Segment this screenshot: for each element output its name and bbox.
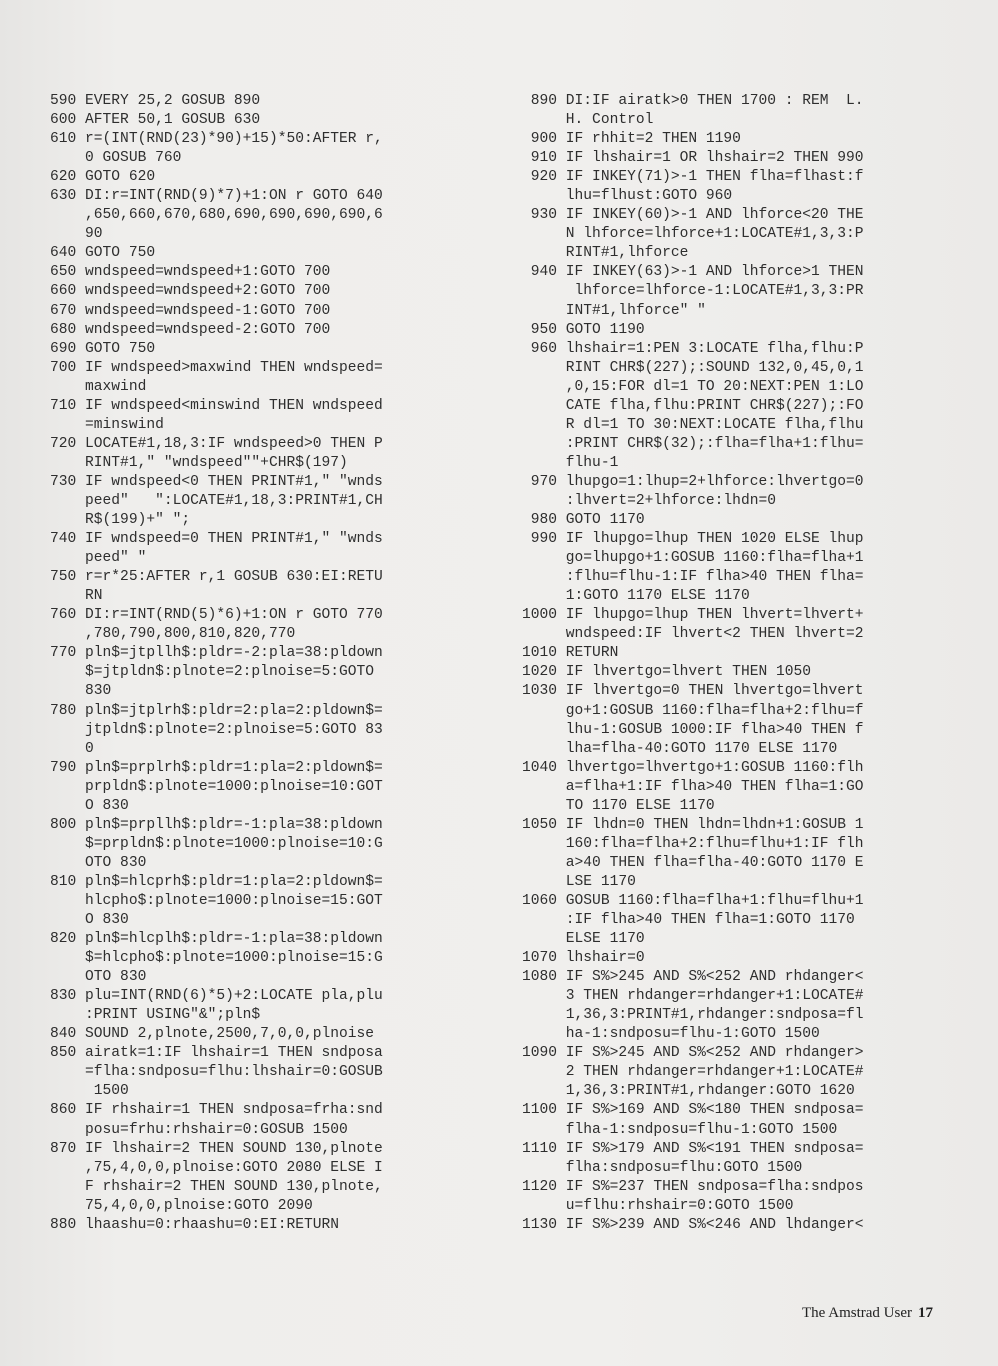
code-line: CATE flha,flhu:PRINT CHR$(227);:FO xyxy=(522,397,864,414)
code-line: RINT CHR$(227);:SOUND 132,0,45,0,1 xyxy=(522,359,864,376)
code-line: 860 IF rhshair=1 THEN sndposa=frha:snd xyxy=(50,1102,383,1119)
code-line: peed" ":LOCATE#1,18,3:PRINT#1,CH xyxy=(50,492,383,509)
code-line: N lhforce=lhforce+1:LOCATE#1,3,3:P xyxy=(522,226,864,243)
code-line: 700 IF wndspeed>maxwind THEN wndspeed= xyxy=(50,359,383,376)
code-line: TO 1170 ELSE 1170 xyxy=(522,797,715,814)
code-line: 950 GOTO 1190 xyxy=(522,321,645,338)
code-line: 820 pln$=hlcplh$:pldr=-1:pla=38:pldown xyxy=(50,931,383,948)
code-line: 670 wndspeed=wndspeed-1:GOTO 700 xyxy=(50,302,331,319)
code-line: 1:GOTO 1170 ELSE 1170 xyxy=(522,588,750,605)
code-line: 160:flha=flha+2:flhu=flhu+1:IF flh xyxy=(522,835,864,852)
right-code-column xyxy=(522,92,864,1235)
code-line: 770 pln$=jtpllh$:pldr=-2:pla=38:pldown xyxy=(50,645,383,662)
code-line: 1020 IF lhvertgo=lhvert THEN 1050 xyxy=(522,664,812,681)
code-line: 1010 RETURN xyxy=(522,645,619,662)
code-line: lhu-1:GOSUB 1000:IF flha>40 THEN f xyxy=(522,721,864,738)
code-line: 910 IF lhshair=1 OR lhshair=2 THEN 990 xyxy=(522,150,864,167)
code-line: 1130 IF S%>239 AND S%<246 AND lhdanger< xyxy=(522,1216,864,1233)
code-line: wndspeed:IF lhvert<2 THEN lhvert=2 xyxy=(522,626,864,643)
code-line: hlcpho$:plnote=1000:plnoise=15:GOT xyxy=(50,892,383,909)
code-line: 760 DI:r=INT(RND(5)*6)+1:ON r GOTO 770 xyxy=(50,607,383,624)
code-line: RINT#1,lhforce xyxy=(522,245,689,262)
code-line: =flha:sndposu=flhu:lhshair=0:GOSUB xyxy=(50,1064,383,1081)
code-line: 840 SOUND 2,plnote,2500,7,0,0,plnoise xyxy=(50,1026,375,1043)
code-line: 1060 GOSUB 1160:flha=flha+1:flhu=flhu+1 xyxy=(522,892,864,909)
code-line: 990 IF lhupgo=lhup THEN 1020 ELSE lhup xyxy=(522,531,864,548)
code-line: posu=frhu:rhshair=0:GOSUB 1500 xyxy=(50,1121,348,1138)
code-line: 1100 IF S%>169 AND S%<180 THEN sndposa= xyxy=(522,1102,864,1119)
code-line: 1500 xyxy=(50,1083,129,1100)
code-line: 900 IF rhhit=2 THEN 1190 xyxy=(522,131,741,148)
code-line: OTO 830 xyxy=(50,854,147,871)
code-line: 650 wndspeed=wndspeed+1:GOTO 700 xyxy=(50,264,331,281)
code-line: 750 r=r*25:AFTER r,1 GOSUB 630:EI:RETU xyxy=(50,569,383,586)
code-line: RINT#1," "wndspeed""+CHR$(197) xyxy=(50,454,348,471)
code-line: u=flhu:rhshair=0:GOTO 1500 xyxy=(522,1197,794,1214)
code-line: 850 airatk=1:IF lhshair=1 THEN sndposa xyxy=(50,1045,383,1062)
code-line: 740 IF wndspeed=0 THEN PRINT#1," "wnds xyxy=(50,531,383,548)
code-line: 790 pln$=prplrh$:pldr=1:pla=2:pldown$= xyxy=(50,759,383,776)
code-line: 710 IF wndspeed<minswind THEN wndspeed xyxy=(50,397,383,414)
page-footer xyxy=(802,1305,933,1322)
code-line: 970 lhupgo=1:lhup=2+lhforce:lhvertgo=0 xyxy=(522,473,864,490)
code-line: 75,4,0,0,plnoise:GOTO 2090 xyxy=(50,1197,313,1214)
code-line: flha:sndposu=flhu:GOTO 1500 xyxy=(522,1159,803,1176)
code-line: 870 IF lhshair=2 THEN SOUND 130,plnote xyxy=(50,1140,383,1157)
code-line: 1120 IF S%=237 THEN sndposa=flha:sndpos xyxy=(522,1178,864,1195)
code-line: INT#1,lhforce" " xyxy=(522,302,706,319)
code-line: 680 wndspeed=wndspeed-2:GOTO 700 xyxy=(50,321,331,338)
code-line: 1070 lhshair=0 xyxy=(522,950,645,967)
code-line: H. Control xyxy=(522,112,654,129)
code-line: 1000 IF lhupgo=lhup THEN lhvert=lhvert+ xyxy=(522,607,864,624)
code-line: 690 GOTO 750 xyxy=(50,340,156,357)
page-number: 17 xyxy=(917,1305,933,1321)
code-line: 720 LOCATE#1,18,3:IF wndspeed>0 THEN P xyxy=(50,435,383,452)
code-line: F rhshair=2 THEN SOUND 130,plnote, xyxy=(50,1178,383,1195)
code-line: lhforce=lhforce-1:LOCATE#1,3,3:PR xyxy=(522,283,864,300)
code-line: R$(199)+" "; xyxy=(50,512,191,529)
code-line: prpldn$:plnote=1000:plnoise=10:GOT xyxy=(50,778,383,795)
code-line: :PRINT CHR$(32);:flha=flha+1:flhu= xyxy=(522,435,864,452)
code-line: flhu-1 xyxy=(522,454,619,471)
code-line: :flhu=flhu-1:IF flha>40 THEN flha= xyxy=(522,569,864,586)
code-line: 2 THEN rhdanger=rhdanger+1:LOCATE# xyxy=(522,1064,864,1081)
code-line: :lhvert=2+lhforce:lhdn=0 xyxy=(522,492,776,509)
code-line: 830 xyxy=(50,683,112,700)
code-line: 3 THEN rhdanger=rhdanger+1:LOCATE# xyxy=(522,988,864,1005)
code-line: ha-1:sndposu=flhu-1:GOTO 1500 xyxy=(522,1026,820,1043)
code-line: a=flha+1:IF flha>40 THEN flha=1:GO xyxy=(522,778,864,795)
code-line: 1110 IF S%>179 AND S%<191 THEN sndposa= xyxy=(522,1140,864,1157)
code-line: ,780,790,800,810,820,770 xyxy=(50,626,296,643)
code-line: flha-1:sndposu=flhu-1:GOTO 1500 xyxy=(522,1121,838,1138)
code-line: :IF flha>40 THEN flha=1:GOTO 1170 xyxy=(522,912,855,929)
code-line: ,0,15:FOR dl=1 TO 20:NEXT:PEN 1:LO xyxy=(522,378,864,395)
code-line: 620 GOTO 620 xyxy=(50,169,156,186)
code-line: O 830 xyxy=(50,797,129,814)
code-line: LSE 1170 xyxy=(522,873,636,890)
code-line: 1050 IF lhdn=0 THEN lhdn=lhdn+1:GOSUB 1 xyxy=(522,816,864,833)
code-line: R dl=1 TO 30:NEXT:LOCATE flha,flhu xyxy=(522,416,864,433)
code-line: 0 xyxy=(50,740,94,757)
code-line: ,75,4,0,0,plnoise:GOTO 2080 ELSE I xyxy=(50,1159,383,1176)
code-line: lha=flha-40:GOTO 1170 ELSE 1170 xyxy=(522,740,838,757)
code-line: 90 xyxy=(50,226,103,243)
code-line: a>40 THEN flha=flha-40:GOTO 1170 E xyxy=(522,854,864,871)
code-line: 1040 lhvertgo=lhvertgo+1:GOSUB 1160:flh xyxy=(522,759,864,776)
code-line: 1,36,3:PRINT#1,rhdanger:sndposa=fl xyxy=(522,1007,864,1024)
code-line: go+1:GOSUB 1160:flha=flha+2:flhu=f xyxy=(522,702,864,719)
code-line: ELSE 1170 xyxy=(522,931,645,948)
code-line: 0 GOSUB 760 xyxy=(50,150,182,167)
code-line: $=prpldn$:plnote=1000:plnoise=10:G xyxy=(50,835,383,852)
magazine-title: The Amstrad User xyxy=(802,1305,912,1321)
code-line: O 830 xyxy=(50,912,129,929)
code-line: 1080 IF S%>245 AND S%<252 AND rhdanger< xyxy=(522,969,864,986)
code-line: :PRINT USING"&";pln$ xyxy=(50,1007,261,1024)
code-line: 1090 IF S%>245 AND S%<252 AND rhdanger> xyxy=(522,1045,864,1062)
code-line: 600 AFTER 50,1 GOSUB 630 xyxy=(50,112,261,129)
code-line: $=jtpldn$:plnote=2:plnoise=5:GOTO xyxy=(50,664,375,681)
code-line: 780 pln$=jtplrh$:pldr=2:pla=2:pldown$= xyxy=(50,702,383,719)
code-line: go=lhupgo+1:GOSUB 1160:flha=flha+1 xyxy=(522,550,864,567)
code-line: 590 EVERY 25,2 GOSUB 890 xyxy=(50,93,261,109)
code-line: 940 IF INKEY(63)>-1 AND lhforce>1 THEN xyxy=(522,264,864,281)
code-line: maxwind xyxy=(50,378,147,395)
code-line: RN xyxy=(50,588,103,605)
code-line: lhu=flhust:GOTO 960 xyxy=(522,188,733,205)
code-line: peed" " xyxy=(50,550,147,567)
code-line: =minswind xyxy=(50,416,164,433)
code-line: 1030 IF lhvertgo=0 THEN lhvertgo=lhvert xyxy=(522,683,864,700)
code-line: OTO 830 xyxy=(50,969,147,986)
code-line: 630 DI:r=INT(RND(9)*7)+1:ON r GOTO 640 xyxy=(50,188,383,205)
code-line: $=hlcpho$:plnote=1000:plnoise=15:G xyxy=(50,950,383,967)
code-line: 660 wndspeed=wndspeed+2:GOTO 700 xyxy=(50,283,331,300)
code-line: 890 DI:IF airatk>0 THEN 1700 : REM L. xyxy=(522,93,864,109)
code-line: 610 r=(INT(RND(23)*90)+15)*50:AFTER r, xyxy=(50,131,383,148)
code-line: 930 IF INKEY(60)>-1 AND lhforce<20 THE xyxy=(522,207,864,224)
code-line: 880 lhaashu=0:rhaashu=0:EI:RETURN xyxy=(50,1216,340,1233)
code-line: 640 GOTO 750 xyxy=(50,245,156,262)
left-code-column xyxy=(50,92,383,1235)
code-line: 800 pln$=prpllh$:pldr=-1:pla=38:pldown xyxy=(50,816,383,833)
code-line: 830 plu=INT(RND(6)*5)+2:LOCATE pla,plu xyxy=(50,988,383,1005)
code-line: ,650,660,670,680,690,690,690,690,6 xyxy=(50,207,383,224)
code-line: 960 lhshair=1:PEN 3:LOCATE flha,flhu:P xyxy=(522,340,864,357)
code-line: 920 IF INKEY(71)>-1 THEN flha=flhast:f xyxy=(522,169,864,186)
code-line: 980 GOTO 1170 xyxy=(522,512,645,529)
code-line: 730 IF wndspeed<0 THEN PRINT#1," "wnds xyxy=(50,473,383,490)
code-line: jtpldn$:plnote=2:plnoise=5:GOTO 83 xyxy=(50,721,383,738)
code-line: 1,36,3:PRINT#1,rhdanger:GOTO 1620 xyxy=(522,1083,855,1100)
code-line: 810 pln$=hlcprh$:pldr=1:pla=2:pldown$= xyxy=(50,873,383,890)
